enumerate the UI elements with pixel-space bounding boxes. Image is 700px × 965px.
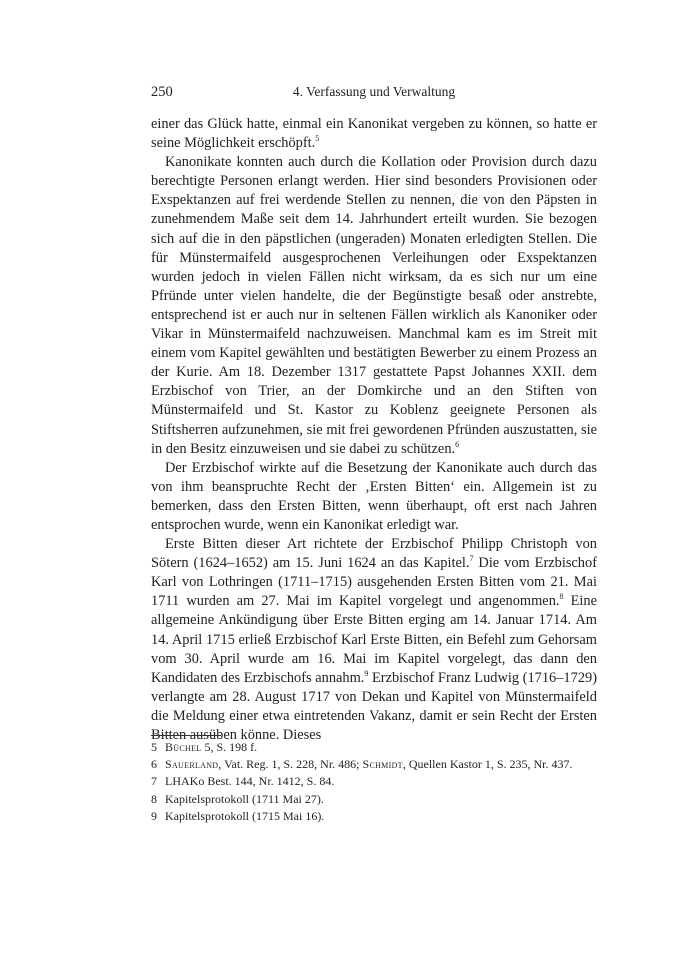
paragraph-text: Der Erzbischof wirkte auf die Besetzung der Kanonikate auch durch das von ihm beanspruchte Recht der ‚Ersten Bitten‘ ein. Allgemein ist zu bemerken, dass den Ersten Bitten, wenn überhaupt, oft erst nach Jahren entsprochen wurde, wenn ein Kanonikat erledigt war. [151, 459, 597, 533]
footnote-text: , Quellen Kastor 1, S. 235, Nr. 437. [402, 757, 573, 772]
footnote-number: 6 [151, 757, 157, 772]
footnote-ref[interactable]: 5 [315, 134, 320, 144]
page-number: 250 [151, 84, 173, 100]
footnote-author: Schmidt [362, 757, 403, 772]
footnote-text: Kapitelsprotokoll (1715 Mai 16). [165, 808, 325, 823]
footnote-ref[interactable]: 7 [469, 554, 474, 564]
paragraph-text: Kanonikate konnten auch durch die Kollation oder Provision durch dazu berechtigte Personen erlangt werden. Hier sind besonders Provisionen oder Exspektanzen auf frei werdende Stellen zu nennen, die von den Päpsten in zunehmendem Maße seit dem 14. Jahrhundert erteilt wurden. Sie bezogen sich auf die in den päpstlichen (ungeraden) Monaten erledigten Stellen. Die für Münstermaifeld ausgesprochenen Verleihungen oder Exspektanzen wurden jedoch in vielen Fällen nicht wirksam, da es sich nur um eine Pfründe unter vielen handelte, die der Begünstigte besaß oder anstrebte, entsprechend ist er auch nur in seltenen Fällen wirklich als Kanoniker oder Vikar in Münstermaifeld nachzuweisen. Manchmal kam es im Streit mit einem vom Kapitel gewählten und bestätigten Bewerber zu einem Prozess an der Kurie. Am 18. Dezember 1317 gestattete Papst Johannes XXII. dem Erzbischof von Trier, an der Domkirche und an den Stiften von Münstermaifeld und St. Kastor zu Koblenz geeignete Personen als Stiftsherren aufzunehmen, sie mit frei gewordenen Pfründen auszustatten, sie in den Besitz einzuweisen und sie dabei zu schützen. [151, 154, 597, 457]
paragraph-text: Die vom Erzbischof Karl von Lothringen (1711–1715) ausgehenden Ersten Bitten vom 21. Mai 1711 wurden am 27. Mai im Kapitel vorgelegt und angenommen. [151, 555, 597, 610]
paragraph [151, 153, 597, 459]
body-text [151, 115, 597, 745]
footnote [151, 739, 597, 756]
footnote [151, 791, 597, 808]
footnote [151, 756, 597, 773]
footnote-author: Sauerland [165, 757, 219, 772]
paragraph [151, 115, 597, 153]
footnote-text: , Vat. Reg. 1, S. 228, Nr. 486; [218, 757, 363, 772]
page-header [151, 84, 597, 104]
footnote-author: Büchel [165, 740, 202, 754]
footnote-number: 9 [151, 808, 157, 823]
footnote-ref[interactable]: 6 [455, 439, 460, 449]
paragraph-text: Erzbischof Franz Ludwig (1716–1729) verlangte am 28. August 1717 von Dekan und Kapitel von Münstermaifeld die Meldung einer etwa eintretenden Vakanz, damit er sein Recht der Ersten Bitten ausüben könne. Dieses [151, 669, 598, 743]
running-head: 4. Verfassung und Verwaltung [292, 84, 456, 99]
footnote-number: 7 [151, 774, 157, 789]
footnotes [151, 739, 597, 825]
paragraph-text: Eine allgemeine Ankündigung über Erste Bitten erging am 14. Januar 1714. Am 14. April 1715 erließ Erzbischof Karl Erste Bitten, ein Befehl zum Gehorsam vom 30. April wurde am 16. Mai im Kapitel vorgelegt, das dann den Kandidaten des Erzbischofs annahm. [151, 593, 597, 686]
paragraph [151, 459, 597, 535]
paragraph-text: einer das Glück hatte, einmal ein Kanonikat vergeben zu können, so hatte er seine Möglichkeit erschöpft. [151, 116, 597, 152]
footnote-number: 5 [151, 740, 157, 754]
footnote-ref[interactable]: 9 [364, 668, 369, 678]
footnote-number: 8 [151, 791, 157, 806]
paragraph-text: Erste Bitten dieser Art richtete der Erzbischof Philipp Christoph von Sötern (1624–1652) am 15. Juni 1624 an das Kapitel. [151, 536, 597, 572]
footnote [151, 808, 597, 825]
footnote-text: LHAKo Best. 144, Nr. 1412, S. 84. [165, 774, 335, 789]
footnote-text: 5, S. 198 f. [201, 740, 258, 754]
footnote [151, 773, 597, 790]
footnote-separator [151, 735, 221, 736]
footnote-text: Kapitelsprotokoll (1711 Mai 27). [165, 791, 324, 806]
footnote-ref[interactable]: 8 [559, 592, 564, 602]
paragraph [151, 535, 597, 745]
